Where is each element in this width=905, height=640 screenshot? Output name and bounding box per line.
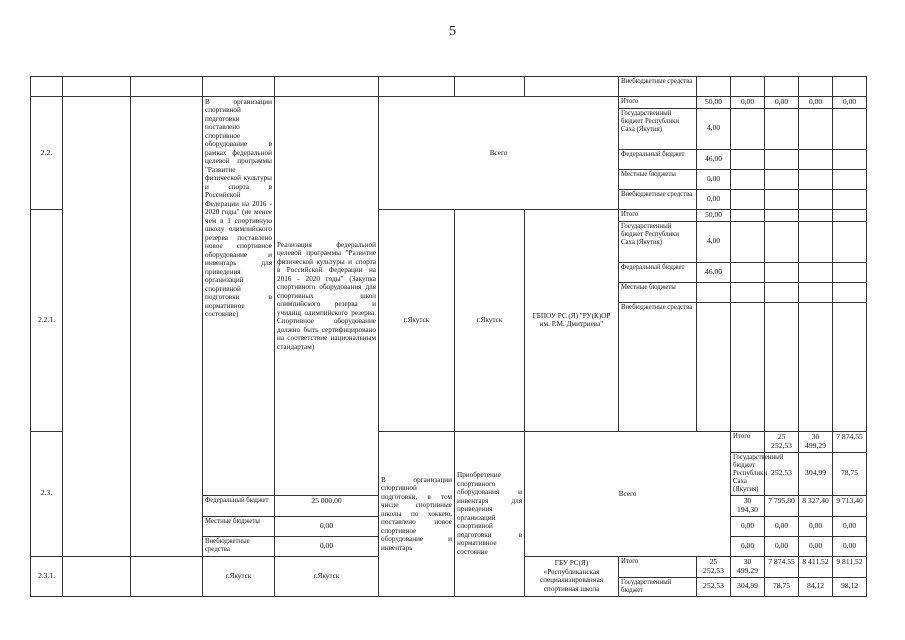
task-description: В организации спортивной подготовки поставлено спортивное оборудование в рамках федеральной целевой программы "Развитие физической культуры и спорта в Российской Федерации на 2016 - 2020 годы" (не менее чем в 1 спортивную школу олимпийского резерва поставлено новое спортивное оборудование и инвентарь для приведения организаций спортивной подготовки в нормативное состояние)	[203, 97, 275, 496]
total-label: Всего	[379, 97, 619, 210]
city: г.Якутск	[275, 556, 379, 596]
table-row: 2.3. В организации спортивной подготовки, в том числе спортивные школы по хоккею, поставлено новое спортивное оборудование и инвентарь Приобретение спортивного оборудования и инвентаря для приведения организаций спортивной подготовки в нормативное состояние Всего Итого 25 252,53 30 499,29 7 874,55	[31, 431, 867, 452]
source-federal: Федеральный бюджет	[203, 495, 275, 516]
executor: ГБПОУ РС (Я) "РУ(К)ОР им. Р.М. Дмитриева"	[525, 209, 619, 431]
table-row: 2.3.1. г.Якутск г.Якутск ГБУ РС(Я) «Республиканская специализированная спортивная школа Итого 25 252,53 30 499,29 7 874,55 8 411,52 9 811,52	[31, 556, 867, 577]
source-state: Государственный бюджет Республики Саха (Якутия)	[619, 108, 697, 149]
source-federal: Федеральный бюджет	[619, 262, 697, 282]
page-number: 5	[449, 24, 456, 39]
table-row: Государственный бюджет 252,53 304,99 78,75 84,12 98,12	[31, 577, 867, 596]
table-row: Федеральный бюджет 25 000,00 30 194,30 7 795,80 8 327,40 9 713,40	[31, 495, 867, 516]
source-extra: Внебюджетные средства	[619, 302, 697, 431]
table-row: Федеральный бюджет 46,00	[31, 262, 867, 282]
source-total: Итого	[619, 556, 697, 577]
table-row: 2.2.1. г.Якутск г.Якутск ГБПОУ РС (Я) "РУ(К)ОР им. Р.М. Дмитриева" Итого 50,00	[31, 209, 867, 221]
source-state: Государственный бюджет Республики Саха (Якутия)	[731, 452, 765, 495]
source-local: Местные бюджеты	[619, 169, 697, 189]
total-label: Всего	[525, 431, 731, 556]
event-description: Реализация федеральной целевой программы "Развитие физической культуры и спорта в Российской Федерации на 2016 - 2020 годы" (Закупка спортивного оборудования для спортивных школ олимпийского резерва и училищ олимпийского резерва. Спортивное оборудование должно быть сертифицировано на соответствие национальным стандартам)	[275, 97, 379, 496]
table-row	[31, 77, 867, 97]
source-state: Государственный бюджет	[619, 577, 697, 596]
source-state: Государственный бюджет Республики Саха (Якутия)	[619, 221, 697, 262]
source-total: Итого	[619, 209, 697, 221]
event-description: Приобретение спортивного оборудования и инвентаря для приведения организаций спортивной подготовки в нормативное состояние	[455, 431, 525, 596]
source-federal: Федеральный бюджет	[619, 149, 697, 169]
city: г.Якутск	[379, 209, 455, 431]
source-extra: Внебюджетные средства	[619, 77, 697, 97]
source-local: Местные бюджеты	[619, 282, 697, 302]
source-total: Итого	[619, 97, 697, 109]
row-number: 2.2.	[31, 97, 63, 210]
table-row: Государственный бюджет Республики Саха (Якутия) 4,00	[31, 221, 867, 262]
task-description: В организации спортивной подготовки, в том числе спортивные школы по хоккею, поставлено новое спортивное оборудование и инвентарь	[379, 431, 455, 596]
table-row: 2.2. В организации спортивной подготовки поставлено спортивное оборудование в рамках федеральной целевой программы "Развитие физической культуры и спорта в Российской Федерации на 2016 - 2020 годы" (не менее чем в 1 спортивную школу олимпийского резерва поставлено новое спортивное оборудование и инвентарь для приведения организаций спортивной подготовки в нормативное состояние) Реализация федеральной целевой программы "Развитие физической культуры и спорта в Российской Федерации на 2016 - 2020 годы" (Закупка спортивного оборудования для спортивных школ олимпийского резерва и училищ олимпийского резерва. Спортивное оборудование должно быть сертифицировано на соответствие национальным стандартам) Всего Итого 50,00 0,00 0,00 0,00 0,00	[31, 97, 867, 109]
source-extra: Внебюджетные средства	[203, 536, 275, 556]
source-local: Местные бюджеты	[203, 516, 275, 536]
source-total: Итого	[731, 431, 765, 452]
city: г.Якутск	[455, 209, 525, 431]
table-row: Местные бюджеты 0,00 0,00 0,00 0,00 0,00	[31, 516, 867, 536]
source-extra: Внебюджетные средства	[619, 189, 697, 209]
table-row: Государственный бюджет Республики Саха (Якутия) 252,53 304,99 78,75	[31, 452, 867, 495]
program-table	[30, 76, 867, 597]
table-row: Государственный бюджет Республики Саха (Якутия) 4,00	[31, 108, 867, 149]
table-row: Внебюджетные средства 0,00 0,00 0,00 0,00 0,00	[31, 536, 867, 556]
table-row: Федеральный бюджет 46,00	[31, 149, 867, 169]
table-row: Местные бюджеты 0,00	[31, 169, 867, 189]
row-number: 2.3.	[31, 431, 63, 556]
city: г.Якутск	[203, 556, 275, 596]
executor: ГБУ РС(Я) «Республиканская специализированная спортивная школа	[525, 556, 619, 596]
row-number: 2.2.1.	[31, 209, 63, 431]
table-row: Внебюджетные средства 0,00	[31, 189, 867, 209]
row-number: 2.3.1.	[31, 556, 63, 596]
